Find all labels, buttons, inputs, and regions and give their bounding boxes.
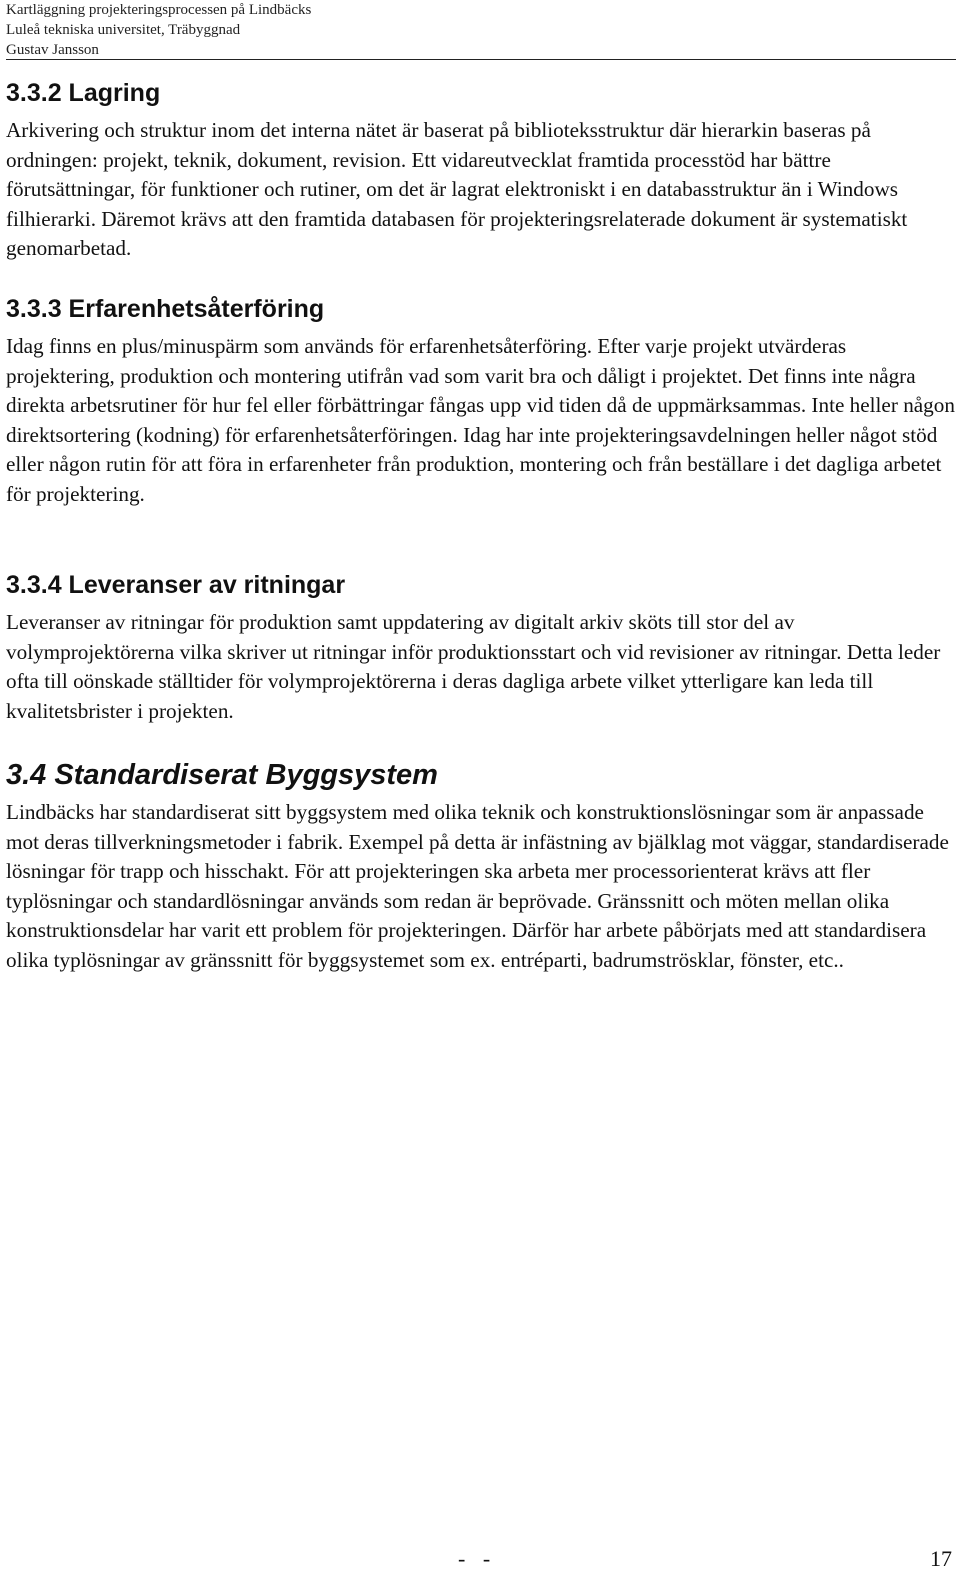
header-institution: Luleå tekniska universitet, Träbyggnad [6, 22, 241, 38]
footer-dashes: - - [458, 1546, 497, 1571]
section-lagring [6, 78, 956, 264]
header-author: Gustav Jansson [6, 42, 99, 58]
section-heading: 3.3.4 Leveranser av ritningar [6, 571, 346, 599]
header-divider [6, 59, 956, 60]
section-paragraph: Idag finns en plus/minuspärm som används för erfarenhetsåterföring. Efter varje projekt utvärderas projektering, produktion och montering utifrån vad som varit bra och dåligt i projektet. Det finns inte några direkta arbetsrutiner för hur fel eller förbättringar fångas upp vid tiden då de uppmärksammas. Inte heller någon direktsortering (kodning) för erfarenhetsåterföringen. Idag har inte projekteringsavdelningen heller något stöd eller någon rutin för att föra in erfarenheter från produktion, montering och från beställare i det dagliga arbetet för projektering. [6, 334, 955, 506]
header-title: Kartläggning projekteringsprocessen på Lindbäcks [6, 2, 312, 18]
section-erfarenhetsaterforing [6, 294, 956, 510]
section-paragraph: Lindbäcks har standardiserat sitt byggsystem med olika teknik och konstruktionslösningar som är anpassade mot deras tillverkningsmetoder i fabrik. Exempel på detta är infästning av bjälklag mot väggar, standardiserade lösningar för trapp och hisschakt. För att projekteringen ska arbeta mer processorienterat krävs att fler typlösningar och standardlösningar används som redan är beprövade. Gränssnitt och möten mellan olika konstruktionsdelar har varit ett problem för projekteringen. Därför har arbete påbörjats med att standardisera olika typlösningar av gränssnitt för byggsystemet som ex. entréparti, badrumströsklar, fönster, etc.. [6, 800, 949, 972]
section-standardiserat-byggsystem [6, 758, 956, 976]
section-heading: 3.3.2 Lagring [6, 79, 161, 107]
section-paragraph: Arkivering och struktur inom det interna nätet är baserat på biblioteksstruktur där hierarkin baseras på ordningen: projekt, teknik, dokument, revision. Ett vidareutvecklat framtida processtöd har bättre förutsättningar, för funktioner och rutiner, om det är lagrat elektroniskt i en databasstruktur än i Windows filhierarki. Däremot krävs att den framtida databasen för projekteringsrelaterade dokument är systematiskt genomarbetad. [6, 118, 908, 261]
section-paragraph: Leveranser av ritningar för produktion samt uppdatering av digitalt arkiv sköts till stor del av volymprojektörerna vilka skriver ut ritningar inför produktionsstart och vid revisioner av ritningar. Detta leder ofta till oönskade ställtider för volymprojektörerna i deras dagliga arbete vilket ytterligare kan leda till kvalitetsbrister i projekten. [6, 610, 941, 723]
page-header [6, 0, 311, 60]
chapter-heading: 3.4 Standardiserat Byggsystem [6, 759, 438, 791]
page-footer [0, 1545, 960, 1575]
section-leveranser [6, 570, 956, 726]
section-heading: 3.3.3 Erfarenhetsåterföring [6, 295, 325, 323]
page-number: 17 [930, 1546, 952, 1571]
